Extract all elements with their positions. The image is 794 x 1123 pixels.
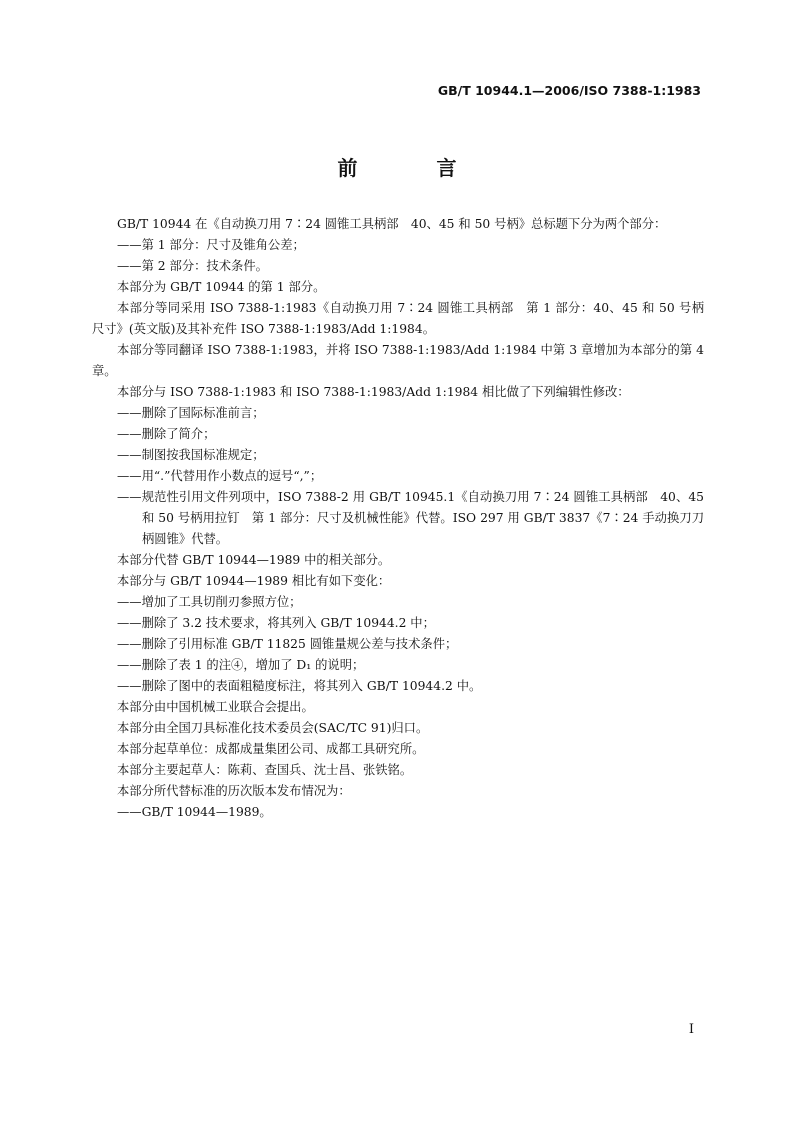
paragraph: 本部分等同翻译 ISO 7388-1:1983，并将 ISO 7388-1:1983/Add 1:1984 中第 3 章增加为本部分的第 4 章。 [92, 343, 704, 378]
page-number: I [688, 1022, 694, 1037]
paragraph: GB/T 10944 在《自动换刀用 7∶24 圆锥工具柄部 40、45 和 50 号柄》总标题下分为两个部分： [117, 217, 667, 231]
paragraph: 本部分所代替标准的历次版本发布情况为： [117, 784, 351, 798]
standard-code: GB/T 10944.1—2006/ISO 7388-1:1983 [437, 83, 701, 98]
list-item: ——第 2 部分：技术条件。 [117, 259, 268, 273]
list-item: ——GB/T 10944—1989。 [117, 805, 272, 819]
paragraph: 本部分与 GB/T 10944—1989 相比有如下变化： [117, 574, 391, 588]
list-item: ——删除了图中的表面粗糙度标注，将其列入 GB/T 10944.2 中。 [117, 679, 482, 693]
paragraph: 本部分等同采用 ISO 7388-1:1983《自动换刀用 7∶24 圆锥工具柄部 第 1 部分：40、45 和 50 号柄 尺寸》(英文版)及其补充件 ISO 7388-1:1983/Add 1:1984。 [92, 301, 717, 336]
list-item: ——删除了国际标准前言； [117, 406, 265, 420]
page-title: 前 言 [337, 156, 493, 180]
paragraph: 本部分由中国机械工业联合会提出。 [117, 700, 314, 714]
list-item: ——用“.”代替用作小数点的逗号“,”； [117, 469, 323, 483]
list-item: ——删除了表 1 的注④，增加了 D₁ 的说明； [117, 658, 365, 672]
paragraph: 本部分与 ISO 7388-1:1983 和 ISO 7388-1:1983/Add 1:1984 相比做了下列编辑性修改： [117, 385, 630, 399]
list-item: ——删除了 3.2 技术要求，将其列入 GB/T 10944.2 中； [117, 616, 435, 630]
list-item: ——删除了引用标准 GB/T 11825 圆锥量规公差与技术条件； [117, 637, 458, 651]
list-item: ——增加了工具切削刃参照方位； [117, 595, 302, 609]
list-item: ——制图按我国标准规定； [117, 448, 265, 462]
list-item: ——删除了简介； [117, 427, 216, 441]
paragraph: 本部分起草单位：成都成量集团公司、成都工具研究所。 [117, 742, 425, 756]
foreword-body [92, 214, 717, 823]
paragraph: 本部分为 GB/T 10944 的第 1 部分。 [117, 280, 326, 294]
paragraph: 本部分由全国刀具标准化技术委员会(SAC/TC 91)归口。 [117, 721, 429, 735]
paragraph: 本部分代替 GB/T 10944—1989 中的相关部分。 [117, 553, 391, 567]
list-item: ——规范性引用文件列项中，ISO 7388-2 用 GB/T 10945.1《自动换刀用 7∶24 圆锥工具柄部 40、45 和 50 号柄用拉钉 第 1 部分：尺寸及机械性能》代替。ISO 297 用 GB/T 3837《7∶24 手动换刀刀柄圆锥》代替。 [117, 490, 704, 546]
paragraph: 本部分主要起草人：陈莉、查国兵、沈士昌、张铁铭。 [117, 763, 413, 777]
list-item: ——第 1 部分：尺寸及锥角公差； [117, 238, 305, 252]
